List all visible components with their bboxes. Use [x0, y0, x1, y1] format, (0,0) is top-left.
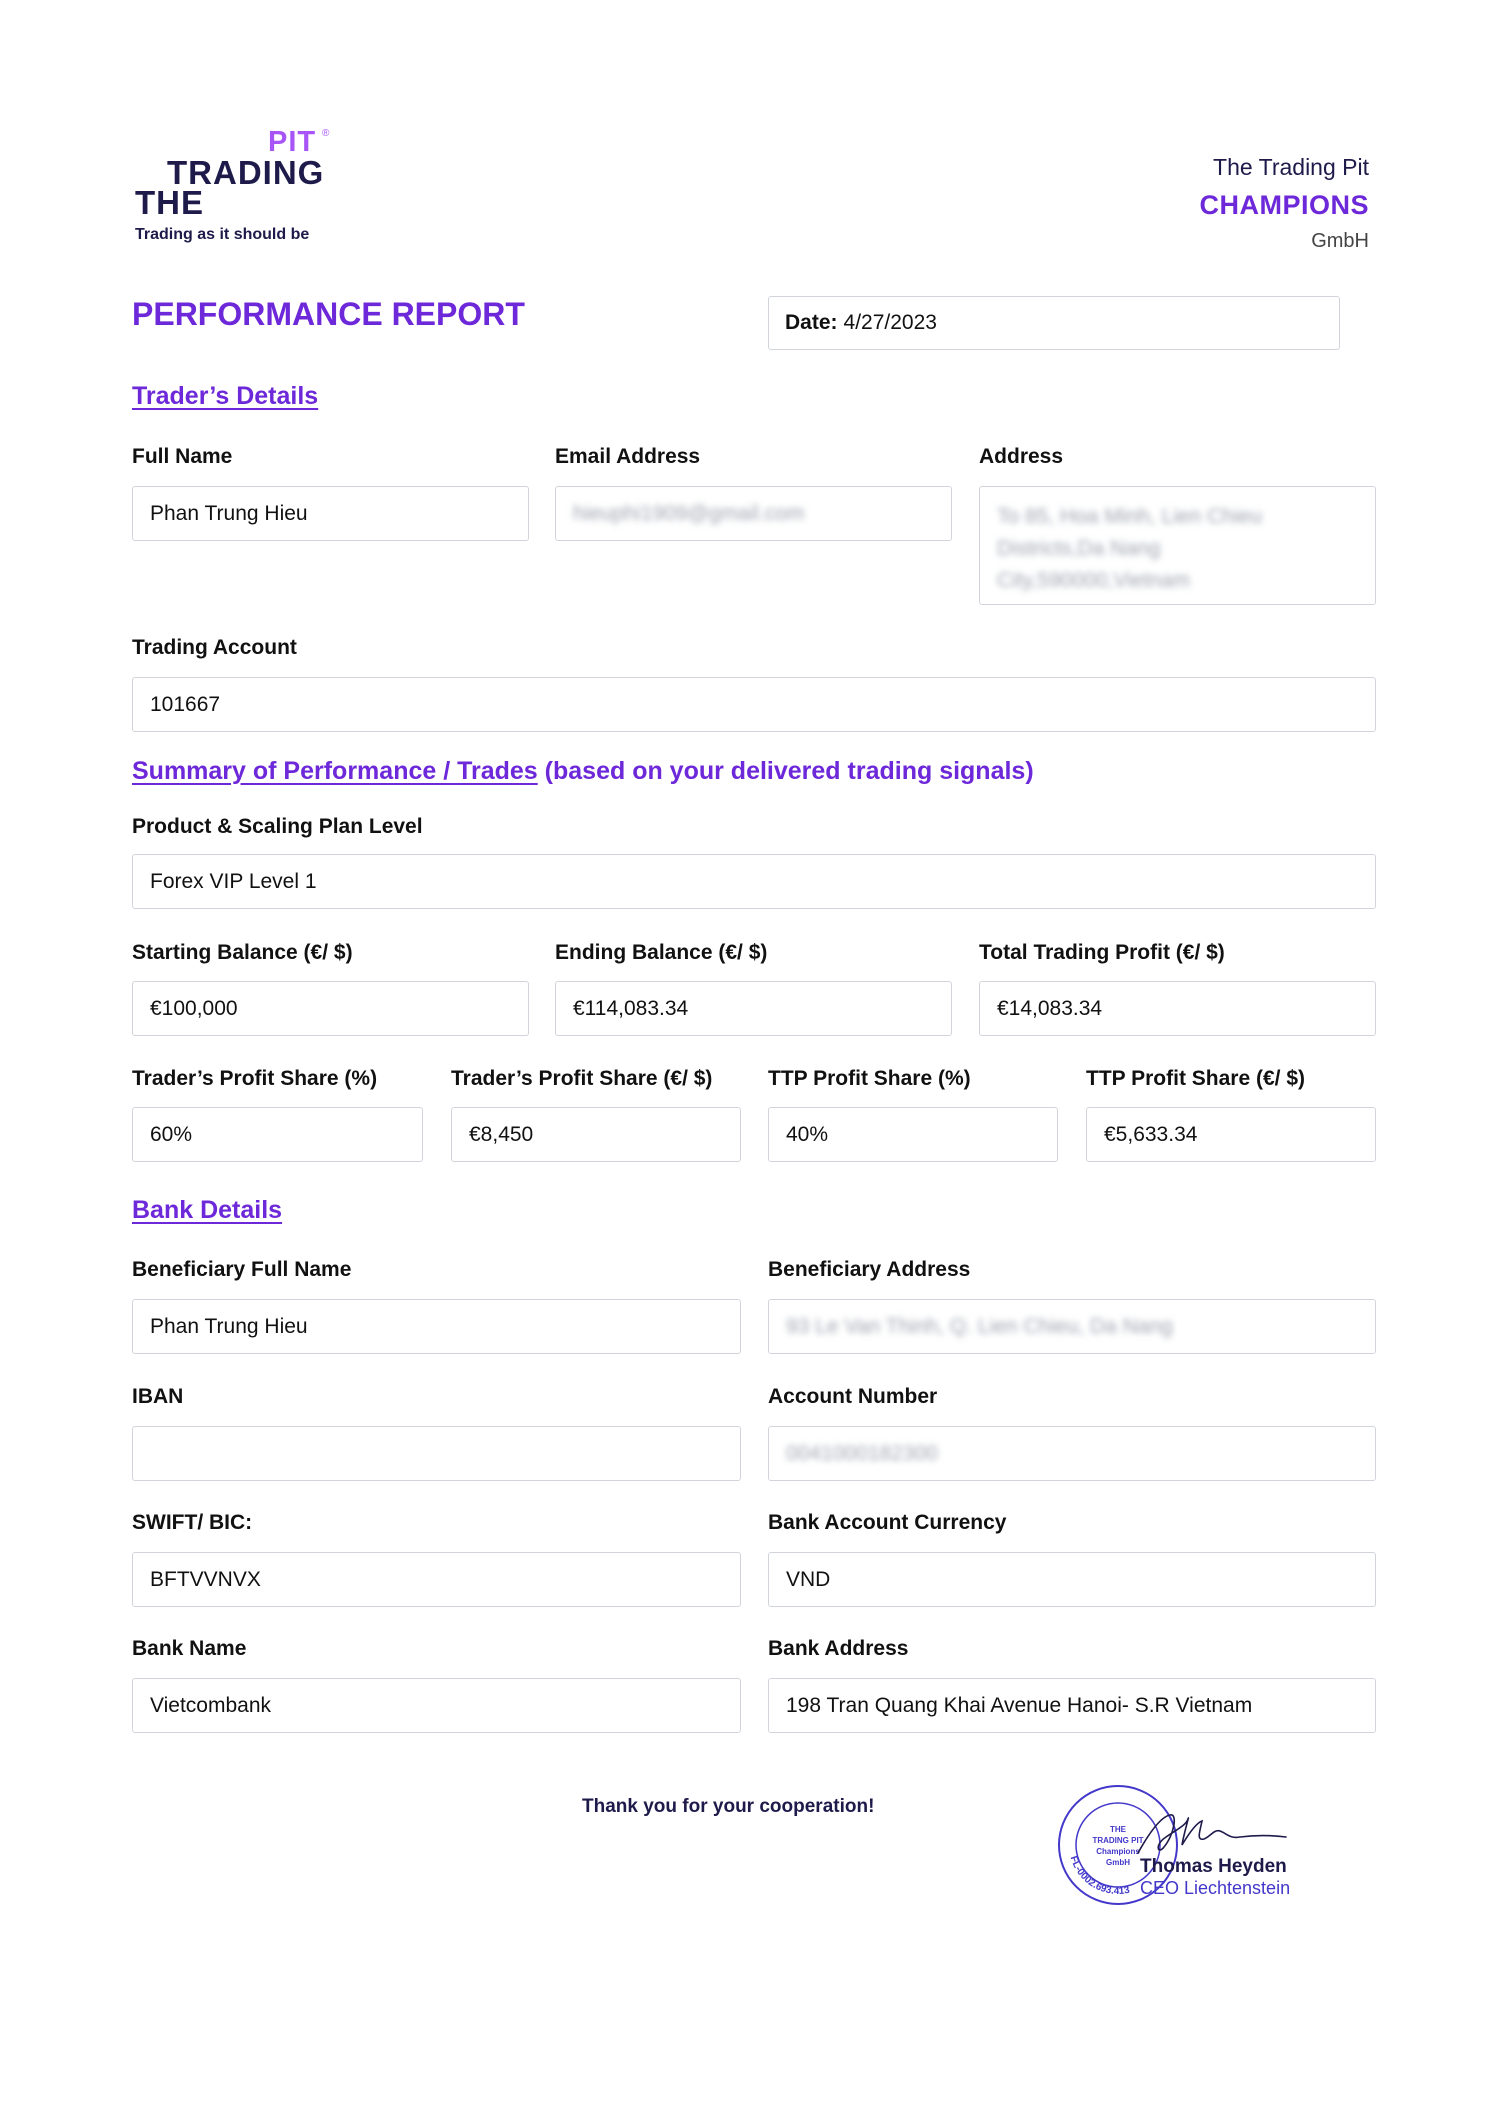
total-profit-field: [979, 981, 1376, 1036]
swift-value: BFTVVNVX: [150, 1567, 261, 1591]
ending-balance-value: €114,083.34: [573, 996, 689, 1020]
trader-share-pct-label: Trader’s Profit Share (%): [132, 1067, 378, 1090]
date-value: 4/27/2023: [843, 311, 937, 334]
stamp-line-1: THE: [1110, 1825, 1126, 1834]
bank-address-value: 198 Tran Quang Khai Avenue Hanoi- S.R Vietnam: [786, 1693, 1253, 1717]
ttp-share-pct-value: 40%: [786, 1122, 829, 1146]
section-bank-details-title: Bank Details: [132, 1196, 283, 1224]
date-label: Date:: [785, 311, 838, 334]
address-line-3: City,590000,Vietnam: [997, 569, 1191, 592]
beneficiary-name-value: Phan Trung Hieu: [150, 1314, 308, 1338]
logo-registered-mark: ®: [322, 128, 330, 139]
currency-label: Bank Account Currency: [768, 1511, 1007, 1534]
beneficiary-name-label: Beneficiary Full Name: [132, 1258, 352, 1281]
stamp-line-2: TRADING PIT: [1092, 1836, 1144, 1845]
trading-account-value: 101667: [150, 692, 221, 716]
address-field: [979, 486, 1376, 605]
logo-pit-text: PIT: [268, 126, 317, 158]
email-value: hieuphi1909@gmail.com: [573, 501, 805, 525]
trader-share-amt-field: [451, 1107, 741, 1162]
product-field: [132, 854, 1376, 909]
signer-name: Thomas Heyden: [1140, 1856, 1287, 1877]
full-name-label: Full Name: [132, 445, 233, 468]
thank-you-note: Thank you for your cooperation!: [582, 1796, 875, 1817]
account-number-value: 0041000182300: [786, 1441, 938, 1465]
trading-account-field: [132, 677, 1376, 732]
logo-the-text: THE: [135, 184, 204, 221]
email-field: [555, 486, 952, 541]
ttp-share-amt-value: €5,633.34: [1104, 1122, 1198, 1146]
beneficiary-address-label: Beneficiary Address: [768, 1258, 971, 1281]
ttp-share-pct-label: TTP Profit Share (%): [768, 1067, 971, 1090]
trader-share-amt-label: Trader’s Profit Share (€/ $): [451, 1067, 713, 1090]
account-number-field: [768, 1426, 1376, 1481]
product-label: Product & Scaling Plan Level: [132, 815, 423, 838]
company-name-line2: CHAMPIONS: [1199, 190, 1369, 220]
iban-field: [132, 1426, 741, 1481]
address-label: Address: [979, 445, 1064, 468]
currency-field: [768, 1552, 1376, 1607]
ttp-share-pct-field: [768, 1107, 1058, 1162]
product-value: Forex VIP Level 1: [150, 869, 317, 893]
address-line-1: To 85, Hoa Minh, Lien Chieu: [997, 505, 1262, 528]
bank-name-value: Vietcombank: [150, 1693, 272, 1717]
report-title: PERFORMANCE REPORT: [132, 296, 525, 332]
stamp-line-4: GmbH: [1106, 1858, 1130, 1867]
trader-share-pct-value: 60%: [150, 1122, 193, 1146]
logo-tagline: Trading as it should be: [135, 226, 310, 243]
trading-account-label: Trading Account: [132, 636, 297, 659]
bank-address-label: Bank Address: [768, 1637, 909, 1660]
iban-label: IBAN: [132, 1385, 184, 1408]
beneficiary-name-field: [132, 1299, 741, 1354]
ending-balance-label: Ending Balance (€/ $): [555, 941, 768, 964]
section-summary: [132, 757, 1034, 786]
ending-balance-field: [555, 981, 952, 1036]
section-summary-note: (based on your delivered trading signals): [544, 757, 1034, 785]
beneficiary-address-value: 93 Le Van Thinh, Q. Lien Chieu, Da Nang: [786, 1314, 1173, 1338]
bank-address-field: [768, 1678, 1376, 1733]
starting-balance-field: [132, 981, 529, 1036]
section-summary-title: Summary of Performance / Trades: [132, 757, 538, 785]
full-name-value: Phan Trung Hieu: [150, 501, 308, 525]
starting-balance-value: €100,000: [150, 996, 238, 1020]
logo-trading-text: TRADING: [167, 154, 325, 191]
bank-name-field: [132, 1678, 741, 1733]
swift-label: SWIFT/ BIC:: [132, 1511, 253, 1534]
stamp-ring-path-text: FL-0002.693.413: [1067, 1854, 1131, 1898]
total-profit-label: Total Trading Profit (€/ $): [979, 941, 1225, 964]
section-bank-details: [132, 1196, 282, 1225]
swift-field: [132, 1552, 741, 1607]
currency-value: VND: [786, 1567, 831, 1591]
company-name-line3: GmbH: [1311, 230, 1369, 252]
trader-share-pct-field: [132, 1107, 423, 1162]
ttp-share-amt-field: [1086, 1107, 1376, 1162]
bank-name-label: Bank Name: [132, 1637, 247, 1660]
date-field: [768, 296, 1340, 350]
ttp-share-amt-label: TTP Profit Share (€/ $): [1086, 1067, 1305, 1090]
section-traders-details-title: Trader’s Details: [132, 382, 319, 410]
total-profit-value: €14,083.34: [997, 996, 1103, 1020]
section-traders-details: [132, 382, 318, 411]
trader-share-amt-value: €8,450: [469, 1122, 534, 1146]
account-number-label: Account Number: [768, 1385, 938, 1408]
company-name-line1: The Trading Pit: [1213, 154, 1369, 180]
starting-balance-label: Starting Balance (€/ $): [132, 941, 353, 964]
signer-role: CEO Liechtenstein: [1140, 1878, 1291, 1898]
full-name-field: [132, 486, 529, 541]
email-label: Email Address: [555, 445, 701, 468]
stamp-line-3: Champions: [1096, 1847, 1140, 1856]
beneficiary-address-field: [768, 1299, 1376, 1354]
address-line-2: Districts,Da Nang: [997, 537, 1161, 560]
